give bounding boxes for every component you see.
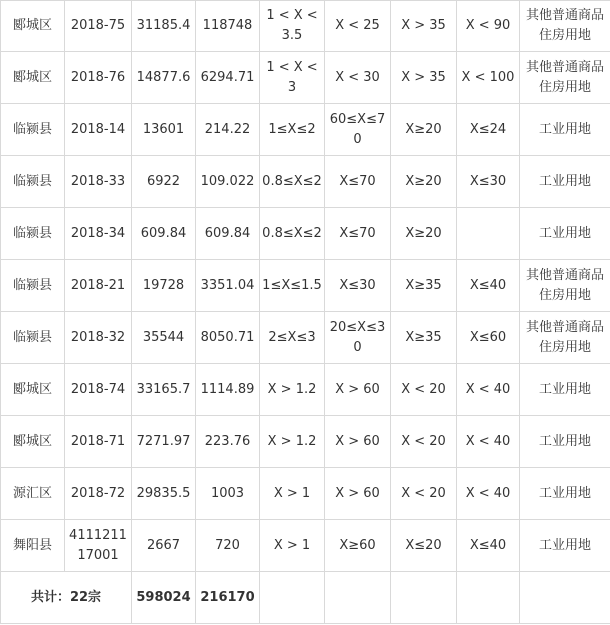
- land-use-cell: 工业用地: [520, 416, 610, 468]
- height-cell: X≤30: [457, 156, 520, 208]
- area-cell: 29835.5: [132, 468, 196, 520]
- total-label: 共计：22宗: [1, 572, 132, 624]
- density-cell: X > 60: [325, 416, 391, 468]
- district-cell: 源汇区: [1, 468, 65, 520]
- land-use-cell: 工业用地: [520, 520, 610, 572]
- area-cell: 19728: [132, 260, 196, 312]
- height-cell: X≤60: [457, 312, 520, 364]
- table-row: [1, 104, 610, 156]
- green-ratio-cell: X≥20: [391, 156, 457, 208]
- price-cell: 3351.04: [196, 260, 260, 312]
- density-cell: X≥60: [325, 520, 391, 572]
- plot-ratio-cell: 0.8≤X≤2: [260, 156, 325, 208]
- district-cell: 舞阳县: [1, 520, 65, 572]
- density-cell: X≤70: [325, 208, 391, 260]
- total-price: 216170: [196, 572, 260, 624]
- area-cell: 35544: [132, 312, 196, 364]
- plot-ratio-cell: X > 1.2: [260, 364, 325, 416]
- district-cell: 临颍县: [1, 312, 65, 364]
- height-cell: X < 90: [457, 1, 520, 52]
- total-area: 598024: [132, 572, 196, 624]
- height-cell: X < 40: [457, 468, 520, 520]
- table-row: [1, 468, 610, 520]
- price-cell: 1003: [196, 468, 260, 520]
- land-use-cell: 其他普通商品住房用地: [520, 52, 610, 104]
- green-ratio-cell: X > 35: [391, 52, 457, 104]
- total-row: [1, 572, 610, 624]
- land-use-cell: 其他普通商品住房用地: [520, 1, 610, 52]
- empty-cell: [391, 572, 457, 624]
- density-cell: X≤30: [325, 260, 391, 312]
- district-cell: 临颍县: [1, 104, 65, 156]
- density-cell: X < 30: [325, 52, 391, 104]
- parcel-id-cell: 2018-34: [65, 208, 132, 260]
- district-cell: 临颍县: [1, 208, 65, 260]
- price-cell: 109.022: [196, 156, 260, 208]
- height-cell: X≤40: [457, 520, 520, 572]
- district-cell: 郾城区: [1, 1, 65, 52]
- table-row: [1, 260, 610, 312]
- green-ratio-cell: X≥35: [391, 260, 457, 312]
- density-cell: X < 25: [325, 1, 391, 52]
- land-use-cell: 其他普通商品住房用地: [520, 312, 610, 364]
- district-cell: 临颍县: [1, 260, 65, 312]
- plot-ratio-cell: X > 1: [260, 520, 325, 572]
- price-cell: 720: [196, 520, 260, 572]
- plot-ratio-cell: 2≤X≤3: [260, 312, 325, 364]
- table-row: [1, 208, 610, 260]
- area-cell: 13601: [132, 104, 196, 156]
- density-cell: X > 60: [325, 364, 391, 416]
- green-ratio-cell: X < 20: [391, 416, 457, 468]
- area-cell: 31185.4: [132, 1, 196, 52]
- empty-cell: [520, 572, 610, 624]
- parcel-id-cell: 2018-76: [65, 52, 132, 104]
- table-row: [1, 364, 610, 416]
- area-cell: 33165.7: [132, 364, 196, 416]
- district-cell: 郾城区: [1, 364, 65, 416]
- empty-cell: [325, 572, 391, 624]
- land-use-cell: 其他普通商品住房用地: [520, 260, 610, 312]
- density-cell: X > 60: [325, 468, 391, 520]
- green-ratio-cell: X > 35: [391, 1, 457, 52]
- parcel-id-cell: 2018-75: [65, 1, 132, 52]
- density-cell: X≤70: [325, 156, 391, 208]
- plot-ratio-cell: 1 < X < 3.5: [260, 1, 325, 52]
- height-cell: X≤40: [457, 260, 520, 312]
- plot-ratio-cell: 0.8≤X≤2: [260, 208, 325, 260]
- table-row: [1, 156, 610, 208]
- parcel-id-cell: 2018-14: [65, 104, 132, 156]
- height-cell: X < 40: [457, 364, 520, 416]
- price-cell: 214.22: [196, 104, 260, 156]
- price-cell: 118748: [196, 1, 260, 52]
- parcel-id-cell: 2018-71: [65, 416, 132, 468]
- area-cell: 7271.97: [132, 416, 196, 468]
- parcel-id-cell: 2018-21: [65, 260, 132, 312]
- land-use-cell: 工业用地: [520, 156, 610, 208]
- land-use-cell: 工业用地: [520, 208, 610, 260]
- table-row: [1, 52, 610, 104]
- plot-ratio-cell: X > 1.2: [260, 416, 325, 468]
- price-cell: 223.76: [196, 416, 260, 468]
- area-cell: 2667: [132, 520, 196, 572]
- price-cell: 8050.71: [196, 312, 260, 364]
- green-ratio-cell: X < 20: [391, 364, 457, 416]
- empty-cell: [260, 572, 325, 624]
- plot-ratio-cell: 1≤X≤1.5: [260, 260, 325, 312]
- height-cell: [457, 208, 520, 260]
- plot-ratio-cell: 1≤X≤2: [260, 104, 325, 156]
- table-row: [1, 312, 610, 364]
- density-cell: 20≤X≤30: [325, 312, 391, 364]
- table-body: [1, 1, 610, 624]
- land-use-cell: 工业用地: [520, 364, 610, 416]
- empty-cell: [457, 572, 520, 624]
- green-ratio-cell: X≤20: [391, 520, 457, 572]
- height-cell: X < 40: [457, 416, 520, 468]
- parcel-id-cell: 2018-72: [65, 468, 132, 520]
- area-cell: 609.84: [132, 208, 196, 260]
- green-ratio-cell: X≥35: [391, 312, 457, 364]
- parcel-id-cell: 2018-32: [65, 312, 132, 364]
- area-cell: 6922: [132, 156, 196, 208]
- parcel-id-cell: 2018-74: [65, 364, 132, 416]
- green-ratio-cell: X≥20: [391, 208, 457, 260]
- parcel-id-cell: 2018-33: [65, 156, 132, 208]
- plot-ratio-cell: X > 1: [260, 468, 325, 520]
- district-cell: 郾城区: [1, 416, 65, 468]
- district-cell: 郾城区: [1, 52, 65, 104]
- table-row: [1, 520, 610, 572]
- green-ratio-cell: X≥20: [391, 104, 457, 156]
- district-cell: 临颍县: [1, 156, 65, 208]
- density-cell: 60≤X≤70: [325, 104, 391, 156]
- parcel-id-cell: 411121117001: [65, 520, 132, 572]
- plot-ratio-cell: 1 < X < 3: [260, 52, 325, 104]
- price-cell: 609.84: [196, 208, 260, 260]
- land-use-cell: 工业用地: [520, 468, 610, 520]
- height-cell: X < 100: [457, 52, 520, 104]
- table-row: [1, 416, 610, 468]
- price-cell: 6294.71: [196, 52, 260, 104]
- land-use-cell: 工业用地: [520, 104, 610, 156]
- table-row: [1, 1, 610, 52]
- price-cell: 1114.89: [196, 364, 260, 416]
- green-ratio-cell: X < 20: [391, 468, 457, 520]
- area-cell: 14877.6: [132, 52, 196, 104]
- height-cell: X≤24: [457, 104, 520, 156]
